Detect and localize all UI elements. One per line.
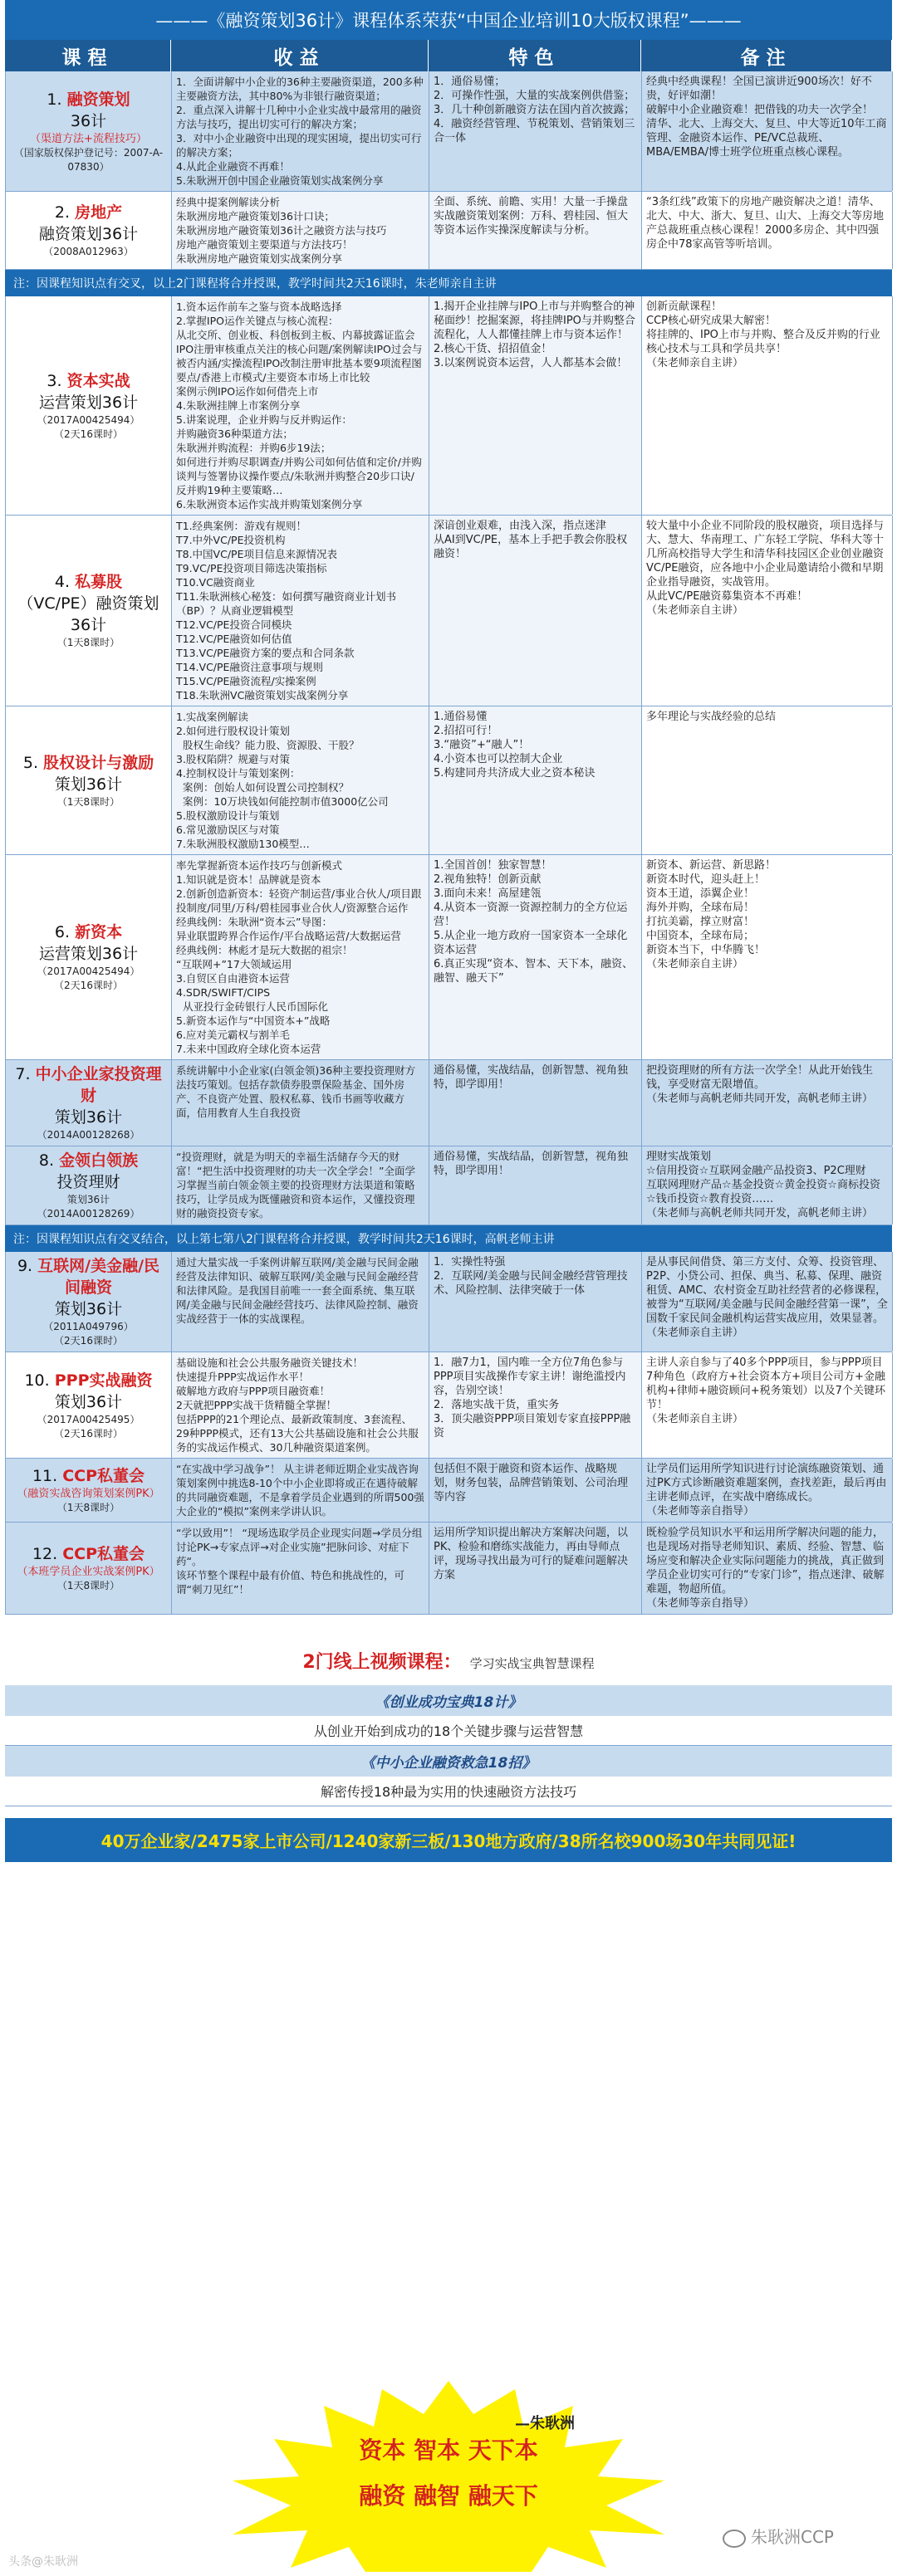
- course-title: 10. PPP实战融资 策划36计: [24, 1371, 153, 1411]
- course-meta: （2天16课时）: [54, 1427, 123, 1440]
- text-line: 通俗易懂，实战结晶，创新智慧、视角独特，即学即用！: [434, 1064, 629, 1091]
- text-line: 包括但不限于融资和资本运作、战略规划，财务包装，品牌营销策划、公司治理等内容: [434, 1463, 629, 1503]
- text-line: 并购融资36种渠道方法；: [176, 428, 293, 440]
- course-subtitle: （融资实战咨询策划案例PK）: [17, 1488, 160, 1500]
- wechat-icon: [723, 2530, 746, 2548]
- course-meta: （2008A012963）: [43, 246, 134, 257]
- text-line: 该环节整个课程中最有价值、特色和挑战性的，可谓“刺刀见红”！: [176, 1569, 405, 1596]
- text-line: （朱老师与高帆老师共同开发，高帆老师主讲）: [646, 1092, 874, 1105]
- text-line: 通过大量实战一手案例讲解互联网/美金融与民间金融经营及法律知识、破解互联网/美金融与民间金融经营和法律风险。是我国目前唯一一套全面系统、集互联网/美金融与民间金融经营技巧、法律风险控制、融资实战经营于一体的实战课程。: [176, 1256, 419, 1325]
- remark-cell: [642, 1060, 893, 1146]
- gain-cell: [172, 1459, 429, 1522]
- course-name-cell: [6, 1146, 172, 1224]
- text-line: “3条红线”政策下的房地产融资解决之道！清华、北大、中大、浙大、复旦、山大、上海交大等房地产总裁班重点核心课程！2000多房企、其中四强房企中78家高管等听培训。: [646, 196, 885, 251]
- course-row: [6, 1146, 892, 1225]
- text-line: 案例：创始人如何设置公司控制权？: [176, 781, 349, 794]
- text-line: 3.自贸区自由港资本运营: [176, 972, 290, 985]
- slogan-line-2: 融资 融智 融天下: [359, 2482, 538, 2510]
- text-line: 3.股权陷阱？规避与对策: [176, 753, 290, 765]
- text-line: （朱老师亲自主讲）: [646, 1413, 744, 1425]
- text-line: 股权生命线？能力股、资源股、干股？: [176, 739, 360, 751]
- course-title: 11. CCP私董会: [32, 1467, 145, 1485]
- text-line: 3.“融资”+“融人”！: [434, 739, 530, 751]
- award-banner: ———《融资策划36计》课程体系荣获“中国企业培训10大版权课程”———: [5, 0, 892, 40]
- text-line: 2．落地实战干货，重实务: [434, 1399, 560, 1411]
- text-line: 较大量中小企业不同阶段的股权融资，项目选择与大、慧大、华南理工、广东轻工学院、华科大等十几所高校指导大学生和清华科技园区企业创业融资VC/PE融资，应各地中小企业局邀请给小微和早期企业指导融资，实战管用。: [646, 520, 885, 589]
- text-line: 2天就把PPP实战干货精髓全掌握！: [176, 1399, 337, 1411]
- gain-cell: [172, 296, 429, 515]
- text-line: T8.中国VC/PE项目信息来源情况表: [176, 548, 337, 560]
- text-line: 2.视角独特！创新贡献: [434, 873, 542, 886]
- text-line: 新资本、新运营、新思路！: [646, 859, 777, 872]
- course-name-cell: [6, 296, 172, 515]
- text-line: 1．全面讲解中小企业的36种主要融资渠道，200多种主要融资方法，其中80%为非银行融资渠道；: [176, 76, 424, 102]
- text-line: 破解地方政府与PPP项目融资难！: [176, 1385, 331, 1397]
- feature-cell: [429, 1060, 642, 1146]
- text-line: 房地产融资策划主要渠道与方法技巧！: [176, 238, 353, 251]
- text-line: 5.朱耿洲开创中国企业融资策划实战案例分享: [176, 174, 384, 187]
- course-subtitle: （本班学员企业实战案例PK）: [17, 1566, 160, 1578]
- header-gain: 收益: [171, 40, 429, 71]
- course-meta: （2天16课时）: [54, 1335, 123, 1347]
- gain-cell: [172, 1523, 429, 1614]
- course-subtitle: （渠道方法+流程技巧）: [30, 132, 147, 145]
- course-meta: （2014A00128268）: [37, 1129, 140, 1141]
- course-table-2: [5, 296, 892, 1225]
- course-meta: 策划36计: [66, 1194, 110, 1205]
- text-line: 1.揭开企业挂牌与IPO上市与并购整合的神秘面纱！挖掘案源，将挂牌IPO与并购整合流程化，人人都懂挂牌上市与资本运作！: [434, 301, 635, 341]
- text-line: 从亚投行金砖银行人民币国际化: [176, 1000, 328, 1013]
- header-feature: 特色: [429, 40, 641, 71]
- feature-cell: [429, 71, 642, 191]
- text-line: 6.常见激励误区与对策: [176, 824, 280, 836]
- course-meta: （1天8课时）: [56, 795, 120, 808]
- text-line: 资本王道，添翼企业！: [646, 887, 755, 900]
- feature-cell: [429, 1146, 642, 1224]
- text-line: 将挂牌的、IPO上市与并购、整合及反并购的行业核心技术与工具和学员共享！: [646, 329, 880, 355]
- text-line: 1.全国首创！独家智慧！: [434, 859, 552, 872]
- text-line: 2．可操作性强，大量的实战案例供借鉴；: [434, 90, 635, 102]
- text-line: 全面、系统、前瞻、实用！大量一手操盘实战融资策划案例：万科、碧桂园、恒大等资本运作实操深度解读与分析。: [434, 196, 629, 237]
- feature-cell: [429, 1459, 642, 1522]
- course-row: [6, 706, 892, 855]
- text-line: “学以致用”！ “现场选取学员企业现实问题→学员分组讨论PK→专家点评→对企业实施”把脉问诊、对症下药“。: [176, 1527, 423, 1567]
- text-line: 4.朱耿洲挂牌上市案例分享: [176, 399, 301, 412]
- stats-banner: 40万企业家/2475家上市公司/1240家新三板/130地方政府/38所名校900场30年共同见证!: [5, 1818, 892, 1862]
- course-title: 4. 私募股 （VC/PE）融资策划36计: [17, 573, 159, 634]
- gain-cell: [172, 192, 429, 269]
- course-meta: （1天8课时）: [56, 1502, 120, 1513]
- gain-cell: [172, 706, 429, 854]
- text-line: 3．对中小企业融资中出现的现实困境，提出切实可行的解决方案；: [176, 132, 422, 159]
- remark-cell: [642, 516, 893, 706]
- text-line: T9.VC/PE投资项目筛选决策指标: [176, 562, 327, 574]
- text-line: 3．几十种创新融资方法在国内首次披露；: [434, 104, 635, 116]
- course-row: [6, 855, 892, 1060]
- text-line: 经典中经典课程！全国已演讲近900场次！好不贵，好评如潮！: [646, 76, 872, 102]
- online-subtitle: 学习实战宝典智慧课程: [469, 1656, 595, 1671]
- text-line: （朱老师等亲自指导）: [646, 1597, 755, 1610]
- text-line: 1.实战案例解读: [176, 711, 248, 723]
- text-line: 1．通俗易懂；: [434, 76, 506, 88]
- text-line: 5.股权激励设计与策划: [176, 809, 280, 822]
- slogan-line-1: 资本 智本 天下本: [359, 2437, 538, 2464]
- text-line: T1.经典案例：游戏有规则！: [176, 520, 307, 532]
- gain-cell: [172, 1252, 429, 1352]
- text-line: 5.从企业一地方政府一国家资本一全球化资本运营: [434, 930, 628, 956]
- course-row: [6, 296, 892, 516]
- text-line: 2.核心干货、招招值金！: [434, 343, 552, 355]
- text-line: T14.VC/PE融资注意事项与规则: [176, 661, 323, 673]
- header-remark: 备注: [641, 40, 892, 71]
- course-row: [6, 192, 892, 270]
- text-line: 朱耿洲并购流程：并购6步19法；: [176, 442, 331, 454]
- text-line: 案例示例IPO运作如何借壳上市: [176, 385, 319, 398]
- remark-cell: [642, 1459, 893, 1522]
- remark-cell: [642, 1523, 893, 1614]
- course-meta: （1天8课时）: [56, 1580, 120, 1591]
- text-line: 运用所学知识提出解决方案解决问题，以PK、检验和磨练实战能力，再由导师点评，现场寻找出最为可行的疑难问题解决方案: [434, 1527, 629, 1581]
- remark-cell: [642, 706, 893, 854]
- course-title: 2. 房地产 融资策划36计: [38, 203, 139, 243]
- remark-cell: [642, 192, 893, 269]
- text-line: 海外并购，全球布局！: [646, 902, 755, 914]
- text-line: 6.应对美元霸权与割羊毛: [176, 1029, 290, 1041]
- gain-cell: [172, 516, 429, 706]
- course-title: 7. 中小企业家投资理财 策划36计: [15, 1065, 162, 1127]
- course-name-cell: [6, 1352, 172, 1458]
- text-line: 基础设施和社会公共服务融资关键技术！: [176, 1356, 364, 1369]
- course-title: 8. 金领白领族 投资理财: [38, 1151, 139, 1191]
- feature-cell: [429, 1252, 642, 1352]
- watermark-left: 头条@朱耿洲: [8, 2555, 78, 2569]
- text-line: T7.中外VC/PE投资机构: [176, 534, 286, 546]
- text-line: 1.知识就是资本！品牌就是资本: [176, 873, 321, 886]
- online-course-name: 《中小企业融资救急18招》: [5, 1746, 892, 1777]
- text-line: “在实战中学习战争”！ 从主讲老师近期企业实战咨询策划案例中挑选8-10个中小企业即将或正在遇待破解的共同融资难题，不是拿着学员企业遇到的所谓500强大企业的“模拟”案例来学讲认识。: [176, 1463, 424, 1518]
- course-row: [6, 1060, 892, 1146]
- online-course-desc: 解密传授18种最为实用的快速融资方法技巧: [5, 1777, 892, 1806]
- text-line: 既检验学员知识水平和运用所学解决问题的能力，也是现场对指导老师知识、素质、经验、智慧、临场应变和解决企业实际问题能力的挑战，真正做到学员企业切实可行的“专家门诊”，指点迷津、破解难题，物超所值。: [646, 1527, 885, 1596]
- course-row: [6, 1352, 892, 1459]
- text-line: 如何进行并购尽职调查/并购公司如何估值和定价/并购谈判与签署协议操作要点/朱耿洲并购整合20步口诀/反并购19种主要策略…: [176, 456, 422, 496]
- course-name-cell: [6, 1523, 172, 1614]
- author-signature: —朱耿洲: [515, 2415, 575, 2432]
- course-row: [6, 1459, 892, 1523]
- course-meta: （2天16课时）: [54, 980, 123, 991]
- watermark-right: 朱耿洲CCP: [723, 2524, 834, 2548]
- course-name-cell: [6, 1252, 172, 1352]
- text-line: 5.讲案说理，企业并购与反并购运作：: [176, 413, 352, 426]
- text-line: 2.掌握IPO运作关键点与核心流程：: [176, 315, 339, 327]
- text-line: 异业联盟跨界合作运作/平台战略运营/大数据运营: [176, 930, 401, 942]
- gain-cell: [172, 71, 429, 191]
- text-line: （朱老师亲自主讲）: [646, 1327, 744, 1339]
- text-line: 多年理论与实战经验的总结: [646, 711, 777, 723]
- course-row: [6, 71, 892, 192]
- text-line: 3．顶尖融资PPP项目策划专家直接PPP融资: [434, 1413, 631, 1440]
- text-line: 4.从此企业融资不再难！: [176, 160, 290, 173]
- text-line: 5.新资本运作与“中国资本+”战略: [176, 1014, 331, 1027]
- course-meta: （1天8课时）: [56, 637, 120, 648]
- text-line: 4.控制权设计与策划案例：: [176, 767, 301, 780]
- text-line: T13.VC/PE融资方案的要点和合同条款: [176, 647, 355, 659]
- course-meta: （2011A049796）: [43, 1321, 134, 1332]
- remark-cell: [642, 71, 893, 191]
- text-line: 2.创新创造新资本：轻资产制运营/事业合伙人/项目跟投制度/同里/万科/碧桂园事业合伙人/资源整合运作: [176, 887, 422, 914]
- course-meta: （2017A00425495）: [37, 1413, 140, 1425]
- text-line: 经典线例：朱耿洲“资本云”导图：: [176, 916, 332, 928]
- text-line: 2．互联网/美金融与民间金融经营管理技术、风险控制、法律突破于一体: [434, 1270, 628, 1297]
- online-courses-title: 2门线上视频课程： 学习实战宝典智慧课程: [302, 1652, 595, 1673]
- text-line: 2.招招可行！: [434, 725, 498, 737]
- text-line: 朱耿洲房地产融资策划36计之融资方法与技巧: [176, 224, 387, 237]
- text-line: 从北交所、创业板、科创板到主板、内幕披露证监会IPO注册审核重点关注的核心问题/案例解读IPO过会与被否内涵/实操流程IPO改制注册审批基本要9项流程图要点/香港上市模式/主要资本市场上市比较: [176, 329, 423, 384]
- gain-cell: [172, 1146, 429, 1224]
- gain-cell: [172, 1352, 429, 1458]
- text-line: 主讲人亲自参与了40多个PPP项目，参与PPP项目7种角色（政府方+社会资本方+项目公司方+金融机构+律师+融资顾问+税务策划）以及7个关键环节！: [646, 1356, 885, 1411]
- text-line: 通俗易懂，实战结晶，创新智慧，视角独特，即学即用！: [434, 1151, 629, 1177]
- text-line: 是从事民间借贷、第三方支付、众筹、投资管理、P2P、小贷公司、担保、典当、私募、保理、融资租赁、AMC、农村资金互助社经营者的必修课程，被誉为“互联网/美金融与民间金融经营第一课”，全国数千家民间金融机构运营实战应用，效果显著。: [646, 1256, 888, 1325]
- text-line: 打抗美霸，撑立财富！: [646, 916, 755, 928]
- course-name-cell: [6, 516, 172, 706]
- course-name-cell: [6, 855, 172, 1059]
- course-meta: （国家版权保护登记号：2007-A-07830）: [13, 146, 164, 173]
- feature-cell: [429, 516, 642, 706]
- course-title: 5. 股权设计与激励 策划36计: [22, 753, 154, 794]
- text-line: 让学员们运用所学知识进行讨论演练融资策划、通过PK方式诊断融资难题案例，查找差距，最后再由主讲老师点评，在实战中磨练成长。: [646, 1463, 887, 1503]
- course-table-3: [5, 1252, 892, 1615]
- text-line: 4．融资经营管理、节税策划、营销策划三合一体: [434, 118, 635, 144]
- text-line: 率先掌握新资本运作技巧与创新模式: [176, 859, 343, 872]
- text-line: 包括PPP的21个理论点、最新政策制度、3套流程、29种PPP模式，还有13大公共基础设施和社会公共服务的实战运作模式、30几种融资渠道案例。: [176, 1413, 419, 1454]
- online-course-name: 《创业成功宝典18计》: [5, 1685, 892, 1716]
- text-line: 2．重点深入讲解十几种中小企业实战中最常用的融资方法与技巧，提出切实可行的解决方案；: [176, 104, 422, 130]
- course-meta: （2017A00425494）: [37, 965, 140, 977]
- gain-cell: [172, 855, 429, 1059]
- text-line: 案例：10万块钱如何能控制市值3000亿公司: [176, 795, 389, 808]
- course-title: 6. 新资本 运营策划36计: [38, 923, 139, 963]
- text-line: T15.VC/PE融资流程/实操案例: [176, 675, 316, 687]
- text-line: “互联网+”17大领域运用: [176, 958, 292, 970]
- text-line: 清华、北大、上海交大、复旦、中大等近10年工商管理、金融资本运作、PE/VC总裁班、MBA/EMBA/博士班学位班重点核心课程。: [646, 118, 887, 159]
- course-row: [6, 1252, 892, 1352]
- text-line: 2.如何进行股权设计策划: [176, 725, 290, 737]
- header-course: 课程: [5, 40, 171, 71]
- course-title: 9. 互联网/美金融/民间融资 策划36计: [17, 1257, 160, 1318]
- remark-cell: [642, 296, 893, 515]
- text-line: T18.朱耿洲VC融资策划实战案例分享: [176, 689, 349, 701]
- text-line: 朱耿洲房地产融资策划实战案例分享: [176, 252, 343, 265]
- merge-notice-1: 注：因课程知识点有交叉，以上2门课程将合并授课，教学时间共2天16课时，朱老师亲自主讲: [5, 270, 892, 296]
- text-line: ☆信用投资☆互联网金融产品投资3、P2C理财: [646, 1165, 866, 1177]
- remark-cell: [642, 855, 893, 1059]
- feature-cell: [429, 855, 642, 1059]
- text-line: 1．融7力1，国内唯一全方位7角色参与PPP项目实战操作专家主讲！谢绝滥授内容，告别空谈！: [434, 1356, 626, 1397]
- text-line: 经典线例：林彪才是玩大数据的祖宗！: [176, 944, 353, 956]
- text-line: 快速提升PPP实战运作水平！: [176, 1371, 310, 1383]
- text-line: （朱老师等亲自指导）: [646, 1505, 755, 1518]
- course-row: [6, 516, 892, 706]
- text-line: 3.面向未来！高屋建瓴: [434, 887, 542, 900]
- text-line: 系统讲解中小企业家(白领金领)36种主要投资理财方法技巧策划。包括存款债券股票保险基金、国外房产、不良资产处置、股权私募、钱币书画等收藏方面，信用教育人生自我投资: [176, 1064, 416, 1119]
- text-line: 1.通俗易懂: [434, 711, 488, 723]
- text-line: 3.以案例说资本运营，人人都基本会做！: [434, 357, 628, 369]
- text-line: T10.VC融资商业: [176, 576, 255, 589]
- text-line: 1.资本运作前车之鉴与资本战略选择: [176, 301, 342, 313]
- text-line: 中国资本，全球布局；: [646, 930, 755, 942]
- gain-cell: [172, 1060, 429, 1146]
- text-line: 深谙创业艰难，由浅入深，指点迷津: [434, 520, 607, 532]
- course-meta: （2天16课时）: [54, 428, 123, 440]
- text-line: 创新贡献课程！: [646, 301, 723, 313]
- course-title: 12. CCP私董会: [32, 1545, 145, 1563]
- text-line: 4.小资本也可以控制大企业: [434, 753, 563, 765]
- course-title: 3. 资本实战 运营策划36计: [38, 371, 139, 412]
- feature-cell: [429, 706, 642, 854]
- text-line: 把投资理财的所有方法一次学全！从此开始钱生钱，享受财富无限增值。: [646, 1064, 874, 1091]
- text-line: 互联网理财产品☆基金投资☆黄金投资☆商标投资☆钱币投资☆教育投资……: [646, 1179, 880, 1205]
- text-line: 6.朱耿洲资本运作实战并购策划案例分享: [176, 498, 363, 511]
- feature-cell: [429, 296, 642, 515]
- course-name-cell: [6, 1459, 172, 1522]
- course-name-cell: [6, 706, 172, 854]
- course-table: [5, 71, 892, 270]
- text-line: T12.VC/PE投资合同模块: [176, 618, 292, 631]
- starburst-graphic: [199, 2381, 698, 2572]
- text-line: T12.VC/PE融资如何估值: [176, 633, 292, 645]
- text-line: （朱老师与高帆老师共同开发，高帆老师主讲）: [646, 1207, 874, 1220]
- course-meta: （2017A00425494）: [37, 413, 140, 426]
- text-line: 5.构建同舟共济成大业之资本秘诀: [434, 767, 596, 780]
- text-line: 7.朱耿洲股权激励130模型…: [176, 838, 310, 850]
- text-line: 7.未来中国政府全球化资本运营: [176, 1043, 321, 1055]
- text-line: （朱老师亲自主讲）: [646, 604, 744, 617]
- text-line: 经典中提案例解读分析: [176, 196, 281, 208]
- text-line: T11.朱耿洲核心秘笈：如何撰写融资商业计划书（BP）？从商业逻辑模型: [176, 590, 397, 617]
- course-meta: （2014A00128269）: [37, 1208, 140, 1220]
- feature-cell: [429, 1352, 642, 1458]
- remark-cell: [642, 1146, 893, 1224]
- course-title: 1. 融资策划 36计: [47, 90, 130, 130]
- text-line: 6.真正实现“资本、智本、天下本，融资、融智、融天下”: [434, 958, 634, 985]
- text-line: 新资本当下，中华腾飞！: [646, 944, 766, 956]
- text-line: 4.从资本一资源一资源控制力的全方位运营！: [434, 902, 628, 928]
- table-header: [5, 40, 892, 71]
- text-line: 理财实战策划: [646, 1151, 712, 1163]
- feature-cell: [429, 1523, 642, 1614]
- text-line: 朱耿洲房地产融资策划36计口诀；: [176, 210, 335, 222]
- course-name-cell: [6, 71, 172, 191]
- remark-cell: [642, 1352, 893, 1458]
- text-line: 新资本时代，迎头赶上！: [646, 873, 766, 886]
- text-line: 4.SDR/SWIFT/CIPS: [176, 986, 271, 999]
- course-row: [6, 1523, 892, 1615]
- text-line: 破解中小企业融资难！把借钱的功夫一次学全！: [646, 104, 874, 116]
- text-line: “投资理财，就是为明天的幸福生活储存今天的财富！“把生活中投资理财的功夫一次全学会！”全面学习掌握当前白领金领主要的投资理财方法渠道和策略技巧，让学员成为既懂融资和资本运作，又懂投资理财的融资投资专家。: [176, 1151, 415, 1220]
- text-line: （朱老师亲自主讲）: [646, 958, 744, 970]
- text-line: （朱老师亲自主讲）: [646, 357, 744, 369]
- text-line: 从AI到VC/PE，基本上手把手教会你股权融资！: [434, 534, 628, 560]
- online-course-desc: 从创业开始到成功的18个关键步骤与运营智慧: [5, 1716, 892, 1746]
- remark-cell: [642, 1252, 893, 1352]
- text-line: CCP核心研究成果大解密！: [646, 315, 776, 327]
- merge-notice-2: 注：因课程知识点有交叉结合，以上第七第八2门课程将合并授课，教学时间共2天16课时，高帆老师主讲: [5, 1225, 892, 1252]
- course-name-cell: [6, 1060, 172, 1146]
- course-name-cell: [6, 192, 172, 269]
- text-line: 1．实操性特强: [434, 1256, 506, 1268]
- text-line: 从此VC/PE融资募集资本不再难！: [646, 590, 808, 603]
- feature-cell: [429, 192, 642, 269]
